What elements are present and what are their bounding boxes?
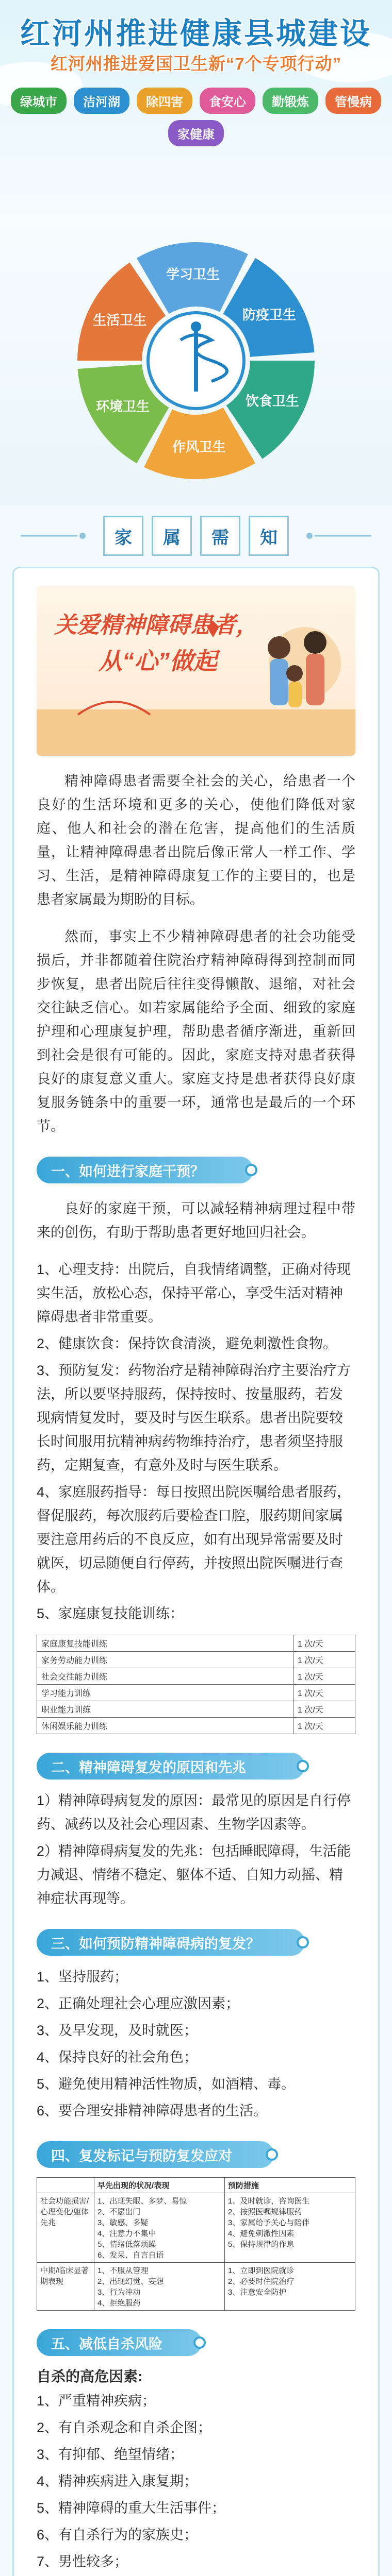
table-cell: 家务劳动能力训练 (37, 1652, 293, 1668)
table-cell: 休闲娱乐能力训练 (37, 1718, 293, 1734)
banner-line-2: 从“心”做起 (99, 648, 217, 674)
section-heading-5 (37, 2329, 355, 2356)
list-item: 1、严重精神疾病； (37, 2393, 156, 2409)
list-item: 5、避免使用精神活性物质，如酒精、毒。 (37, 2076, 296, 2092)
table-cell: 职业能力训练 (37, 1701, 293, 1718)
section-heading-3 (37, 1929, 355, 1956)
list-item: 6、要合理安排精神障碍患者的生活。 (37, 2103, 268, 2119)
heading-dot-icon (297, 1760, 309, 1772)
table-row (37, 2193, 355, 2263)
subheading: 自杀的高危因素: (37, 2368, 143, 2384)
wheel-segment-label: 生活卫生 (93, 312, 147, 328)
table-cell: 社会交往能力训练 (37, 1668, 293, 1685)
title-char: 需 (200, 516, 240, 556)
skills-table (37, 1635, 355, 1734)
table-row (37, 1668, 355, 1685)
heading-dot-icon (266, 2148, 278, 2161)
campaign-pill: 管慢病 (325, 88, 381, 114)
list-item: 2、有自杀观念和自杀企图； (37, 2420, 212, 2435)
table-cell: 1 次/天 (293, 1718, 355, 1734)
table-cell: 1 次/天 (293, 1635, 355, 1652)
wheel-segment-label: 环境卫生 (95, 398, 150, 414)
section-heading-label: 四、复发标记与预防复发应对 (37, 2141, 274, 2168)
table-header: 预防措施 (225, 2178, 355, 2193)
campaign-pill-list (10, 88, 382, 146)
wheel-segment-label: 学习卫生 (166, 266, 220, 282)
list-item: 5、家庭康复技能训练： (37, 1606, 184, 1621)
list-item: 1）精神障碍病复发的原因：最常见的原因是自行停药、减药以及社会心理因素、生物学因素等。 (37, 1793, 351, 1832)
title-ornament (0, 505, 392, 567)
table-cell: 1 次/天 (293, 1701, 355, 1718)
list-item: 4、家庭服药指导：每日按照出院医嘱给患者服药，督促服药，每次服药后要检查口腔，服药期间家属要注意用药后的不良反应，如有出现异常需要及时就医，切忌随便自行停药，并按照出院医嘱进行查体。 (37, 1484, 351, 1595)
section-heading-label: 五、减低自杀风险 (37, 2329, 202, 2356)
list-item: 1、心理支持：出院后，自我情绪调整，正确对待现实生活，放松心态，保持平常心，享受生活对精神障碍患者非常重要。 (37, 1262, 351, 1325)
table-cell: 1 次/天 (293, 1685, 355, 1701)
content-card (12, 567, 380, 2576)
table-cell: 1 次/天 (293, 1652, 355, 1668)
campaign-pill: 食安心 (200, 88, 255, 114)
intro-paragraph: 精神障碍患者需要全社会的关心，给患者一个良好的生活环境和更多的关心，使他们降低对家庭、他人和社会的潜在危害，提高他们的生活质量，让精神障碍患者出院后像正常人一样工作、学习、生活，是精神障碍康复工作的主要目的，也是患者家属最为期盼的目标。 (37, 773, 355, 907)
wheel-segment-label: 防疫卫生 (242, 307, 297, 323)
table-header (37, 2178, 94, 2193)
risk-factor-list (37, 2389, 355, 2576)
illustration-banner (37, 586, 355, 756)
banner-line-1: 关爱精神障碍患者， (54, 613, 258, 638)
table-row (37, 1652, 355, 1668)
wheel-segment-label: 作风卫生 (172, 439, 226, 455)
section-heading-1 (37, 1157, 355, 1183)
table-cell: 1、不服从管理 2、出现幻觉、妄想 3、行为冲动 4、拒绝服药 (94, 2263, 225, 2311)
campaign-pill: 勤锻炼 (263, 88, 318, 114)
heading-dot-icon (245, 1164, 257, 1176)
table-cell: 中期/临床显著期表现 (37, 2263, 94, 2311)
table-row (37, 2263, 355, 2311)
table-row (37, 1701, 355, 1718)
list-item: 5、精神障碍的重大生活事件； (37, 2500, 226, 2516)
relapse-table (37, 2177, 355, 2311)
list-item: 6、有自杀行为的家族史； (37, 2527, 198, 2543)
section-heading-2 (37, 1753, 355, 1780)
list-item: 2、健康饮食：保持饮食清淡，避免刺激性食物。 (37, 1336, 337, 1351)
list-item: 3、预防复发：药物治疗是精神障碍治疗主要治疗方法，所以要坚持服药，保持按时、按量服药，若发现病情复发时，要及时与医生联系。患者出院要较长时间服用抗精神病药物维持治疗，患者须坚持服药，定期复查，有意外及时与医生联系。 (37, 1363, 351, 1473)
hygiene-wheel (0, 216, 392, 505)
heading-dot-icon (297, 1936, 309, 1948)
campaign-pill: 除四害 (137, 88, 192, 114)
list-item: 7、男性较多； (37, 2554, 128, 2569)
list-item: 2、正确处理社会心理应激因素； (37, 1996, 240, 2011)
table-row (37, 1718, 355, 1734)
campaign-pill: 绿城市 (11, 88, 67, 114)
title-char: 家 (103, 516, 143, 556)
hygiene-wheel-section (0, 216, 392, 505)
section-heading-label: 三、如何预防精神障碍病的复发？ (37, 1929, 305, 1956)
section-heading-label: 二、精神障碍复发的原因和先兆 (37, 1753, 305, 1780)
list-item: 4、精神疾病进入康复期； (37, 2473, 198, 2489)
intro-paragraph: 然而，事实上不少精神障碍患者的社会功能受损后，并非都随着住院治疗精神障碍得到控制而同步恢复，患者出院后往往变得懒散、退缩，对社会交往缺乏信心。如若家属能给予全面、细致的家庭护理和心理康复护理，帮助患者循序渐进，重新回到社会是很有可能的。因此，家庭支持对患者获得良好的康复意义重大。家庭支持是患者获得良好康复服务链条中的重要一环，通常也是最后的一个环节。 (37, 929, 355, 1134)
table-cell: 1、立即到医院就诊 2、必要时住院治疗 3、注意安全防护 (225, 2263, 355, 2311)
wheel-segment-label: 饮食卫生 (245, 393, 299, 409)
table-cell: 家庭康复技能训练 (37, 1635, 293, 1652)
table-header: 早先出现的状况/表现 (94, 2178, 225, 2193)
section-title (0, 505, 392, 567)
list-item: 2）精神障碍病复发的先兆：包括睡眠障碍，生活能力减退、情绪不稳定、躯体不适、自知力动摇、精神症状再现等。 (37, 1843, 351, 1906)
heading-dot-icon (193, 2336, 206, 2349)
campaign-pill: 家健康 (168, 120, 224, 146)
section-paragraph: 良好的家庭干预，可以减轻精神病理过程中带来的创伤，有助于帮助患者更好地回归社会。 (37, 1201, 355, 1240)
title-char: 知 (249, 516, 289, 556)
table-cell: 学习能力训练 (37, 1685, 293, 1701)
list-item: 1、坚持服药； (37, 1969, 128, 1985)
section-heading-4 (37, 2141, 355, 2168)
campaign-pill: 洁河湖 (74, 88, 129, 114)
table-cell: 1、及时就诊，咨询医生 2、按照医嘱规律服药 3、家属给予关心与陪伴 4、避免刺激性因素 5、保持规律的作息 (225, 2193, 355, 2263)
header-banner (0, 0, 392, 216)
table-cell: 1 次/天 (293, 1668, 355, 1685)
table-row (37, 1635, 355, 1652)
title-char: 属 (152, 516, 192, 556)
table-cell: 社会功能损害/心理变化/躯体先兆 (37, 2193, 94, 2263)
table-cell: 1、出现失眠、多梦、易惊 2、不愿出门 3、敏感、多疑 4、注意力不集中 5、情绪低落烦躁 6、发呆、自言自语 (94, 2193, 225, 2263)
page-subtitle: 红河州推进爱国卫生新“7个专项行动” (50, 54, 342, 73)
list-item: 3、有抑郁、绝望情绪； (37, 2447, 184, 2462)
list-item: 4、保持良好的社会角色； (37, 2049, 198, 2065)
section-heading-label: 一、如何进行家庭干预？ (37, 1157, 253, 1183)
table-row (37, 1685, 355, 1701)
page-title: 红河州推进健康县城建设 (20, 17, 372, 50)
list-item: 3、及早发现，及时就医； (37, 2023, 198, 2038)
